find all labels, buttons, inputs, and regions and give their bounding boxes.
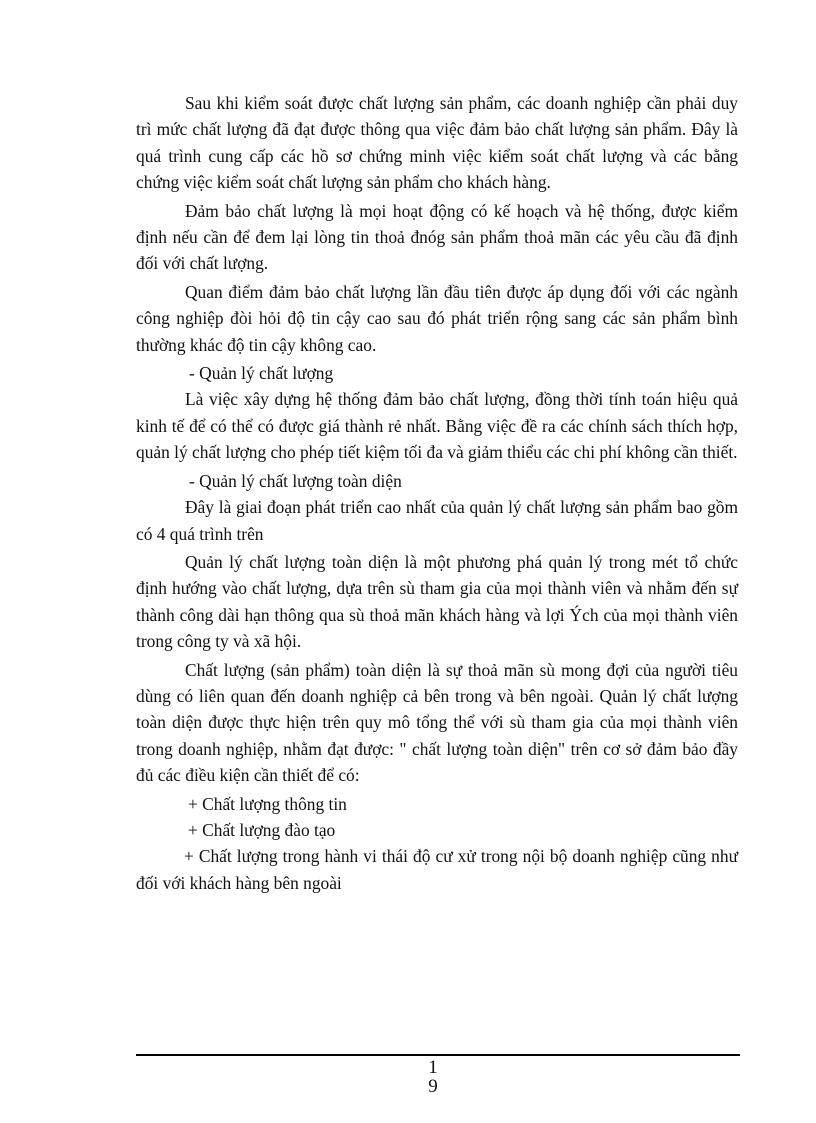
section-heading-quality-management: - Quản lý chất lượng [189, 363, 334, 384]
page-number-digit-top: 1 [428, 1057, 438, 1078]
list-item-information-quality: + Chất lượng thông tin [188, 793, 347, 814]
paragraph-6: Quản lý chất lượng toàn diện là một phương phá quản lý trong mét tổ chức định hướng vào chất lượng, dựa trên sù tham gia của mọi thành viên và nhằm đến sự thành công dài hạn thông qua sù thoả mãn khách hàng và lợi Ých của mọi thành viên trong công ty và xã hội. [136, 551, 738, 652]
paragraph-5: Đây là giai đoạn phát triển cao nhất của quản lý chất lượng sản phẩm bao gồm có 4 quá trình trên [136, 497, 738, 544]
page-number [420, 1058, 446, 1096]
list-item-behaviour-quality: + Chất lượng trong hành vi thái độ cư xử trong nội bộ doanh nghiệp cũng như đối với khách hàng bên ngoài [136, 846, 738, 893]
document-body [136, 90, 738, 896]
list-item-training-quality: + Chất lượng đào tạo [188, 819, 336, 840]
paragraph-3: Quan điểm đảm bảo chất lượng lần đầu tiên được áp dụng đối với các ngành công nghiệp đòi hỏi độ tin cậy cao sau đó phát triển rộng sang các sản phẩm bình thường khác độ tin cậy không cao. [136, 281, 738, 355]
paragraph-2: Đảm bảo chất lượng là mọi hoạt động có kế hoạch và hệ thống, được kiểm định nếu cần để đem lại lòng tin thoả đnóg sản phẩm thoả mãn các yêu cầu đã định đối với chất lượng. [136, 200, 738, 274]
paragraph-1: Sau khi kiểm soát được chất lượng sản phẩm, các doanh nghiệp cần phải duy trì mức chất lượng đã đạt được thông qua việc đảm bảo chất lượng sản phẩm. Đây là quá trình cung cấp các hồ sơ chứng minh việc kiểm soát chất lượng và các bằng chứng việc kiểm soát chất lượng sản phẩm cho khách hàng. [136, 93, 738, 193]
section-heading-total-quality-management: - Quản lý chất lượng toàn diện [189, 470, 402, 491]
paragraph-7: Chất lượng (sản phẩm) toàn diện là sự thoả mãn sù mong đợi của người tiêu dùng có liên quan đến doanh nghiệp cả bên trong và bên ngoài. Quản lý chất lượng toàn diện được thực hiện trên quy mô tổng thể với sù tham gia của mọi thành viên trong doanh nghiệp, nhằm đạt được: " chất lượng toàn diện" trên cơ sở đảm bảo đầy đủ các điều kiện cần thiết để có: [136, 659, 738, 786]
page-number-digit-bottom: 9 [428, 1076, 438, 1097]
footer-divider [136, 1054, 740, 1056]
paragraph-4: Là việc xây dựng hệ thống đảm bảo chất lượng, đồng thời tính toán hiệu quả kinh tế để có thể có được giá thành rẻ nhất. Bằng việc đề ra các chính sách thích hợp, quản lý chất lượng cho phép tiết kiệm tối đa và giảm thiểu các chi phí không cần thiết. [136, 389, 738, 463]
